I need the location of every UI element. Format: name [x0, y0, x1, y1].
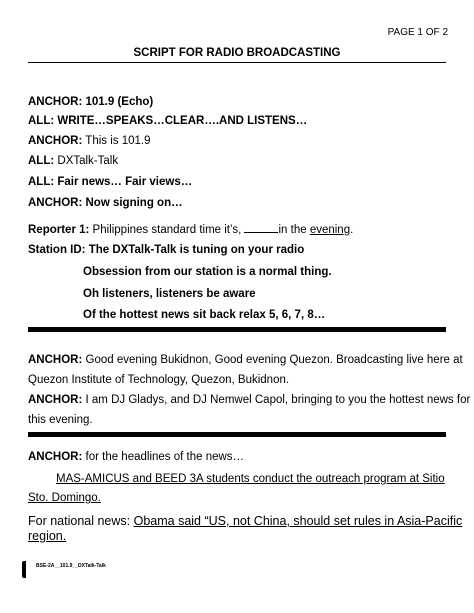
intro-line-6: ANCHOR: Now signing on… [28, 197, 183, 209]
page-number: PAGE 1 OF 2 [387, 27, 448, 38]
speaker-label: ANCHOR: [28, 135, 83, 147]
block3-line-1 [28, 450, 244, 464]
reporter-label: Reporter 1: [28, 224, 90, 236]
intro-line-4 [28, 154, 118, 168]
station-id-line-2: Obsession from our station is a normal thing. [83, 266, 332, 278]
speaker-label: ANCHOR: [28, 451, 83, 463]
footer-mark [22, 561, 26, 578]
station-id-line-4: Of the hottest news sit back relax 5, 6, 7, 8… [83, 309, 326, 321]
title-divider [28, 62, 446, 63]
headline-line-1: MAS-AMICUS and BEED 3A students conduct the outreach program at Sitio [56, 473, 445, 485]
reporter-text: Philippines standard time it’s, [89, 224, 245, 236]
reporter-text-mid: in the [278, 224, 310, 236]
block2-line-1 [28, 353, 463, 367]
national-news-line-1 [28, 514, 462, 529]
line-text: for the headlines of the news… [82, 451, 245, 463]
line-text: This is 101.9 [82, 135, 151, 147]
reporter-line [28, 222, 353, 237]
speaker-label: ANCHOR: [28, 394, 83, 406]
intro-line-1: ANCHOR: 101.9 (Echo) [28, 96, 154, 108]
footer-text: BSE-2A__101.9__DXTalk-Talk [36, 563, 106, 569]
block2-line-2: Quezon Institute of Technology, Quezon, Bukidnon. [28, 374, 290, 386]
document-title: SCRIPT FOR RADIO BROADCASTING [133, 47, 341, 59]
intro-line-5: ALL: Fair news… Fair views… [28, 176, 193, 188]
station-id-line-1: Station ID: The DXTalk-Talk is tuning on your radio [28, 244, 305, 256]
section-divider [28, 432, 446, 437]
line-text: DXTalk-Talk [54, 155, 119, 167]
line-text: I am DJ Gladys, and DJ Nemwel Capol, bringing to you the hottest news for [82, 394, 471, 406]
national-news-label: For national news: [28, 514, 134, 528]
line-text: Good evening Bukidnon, Good evening Quezon. Broadcasting live here at [82, 354, 463, 366]
national-news-headline: Obama said “US, not China, should set rules in Asia-Pacific [133, 514, 463, 528]
block2-line-4: this evening. [28, 414, 93, 426]
section-divider [28, 327, 446, 332]
national-news-line-2: region. [28, 529, 67, 543]
speaker-label: ALL: [28, 155, 55, 167]
intro-line-2: ALL: WRITE…SPEAKS…CLEAR….AND LISTENS… [28, 115, 308, 127]
intro-line-3 [28, 134, 151, 148]
time-blank [244, 222, 278, 233]
evening-word: evening [309, 224, 351, 236]
station-id-line-3: Oh listeners, listeners be aware [83, 288, 256, 300]
speaker-label: ANCHOR: [28, 354, 83, 366]
headline-line-2: Sto. Domingo. [28, 492, 101, 504]
reporter-text-end: . [350, 224, 354, 236]
block2-line-3 [28, 393, 470, 407]
